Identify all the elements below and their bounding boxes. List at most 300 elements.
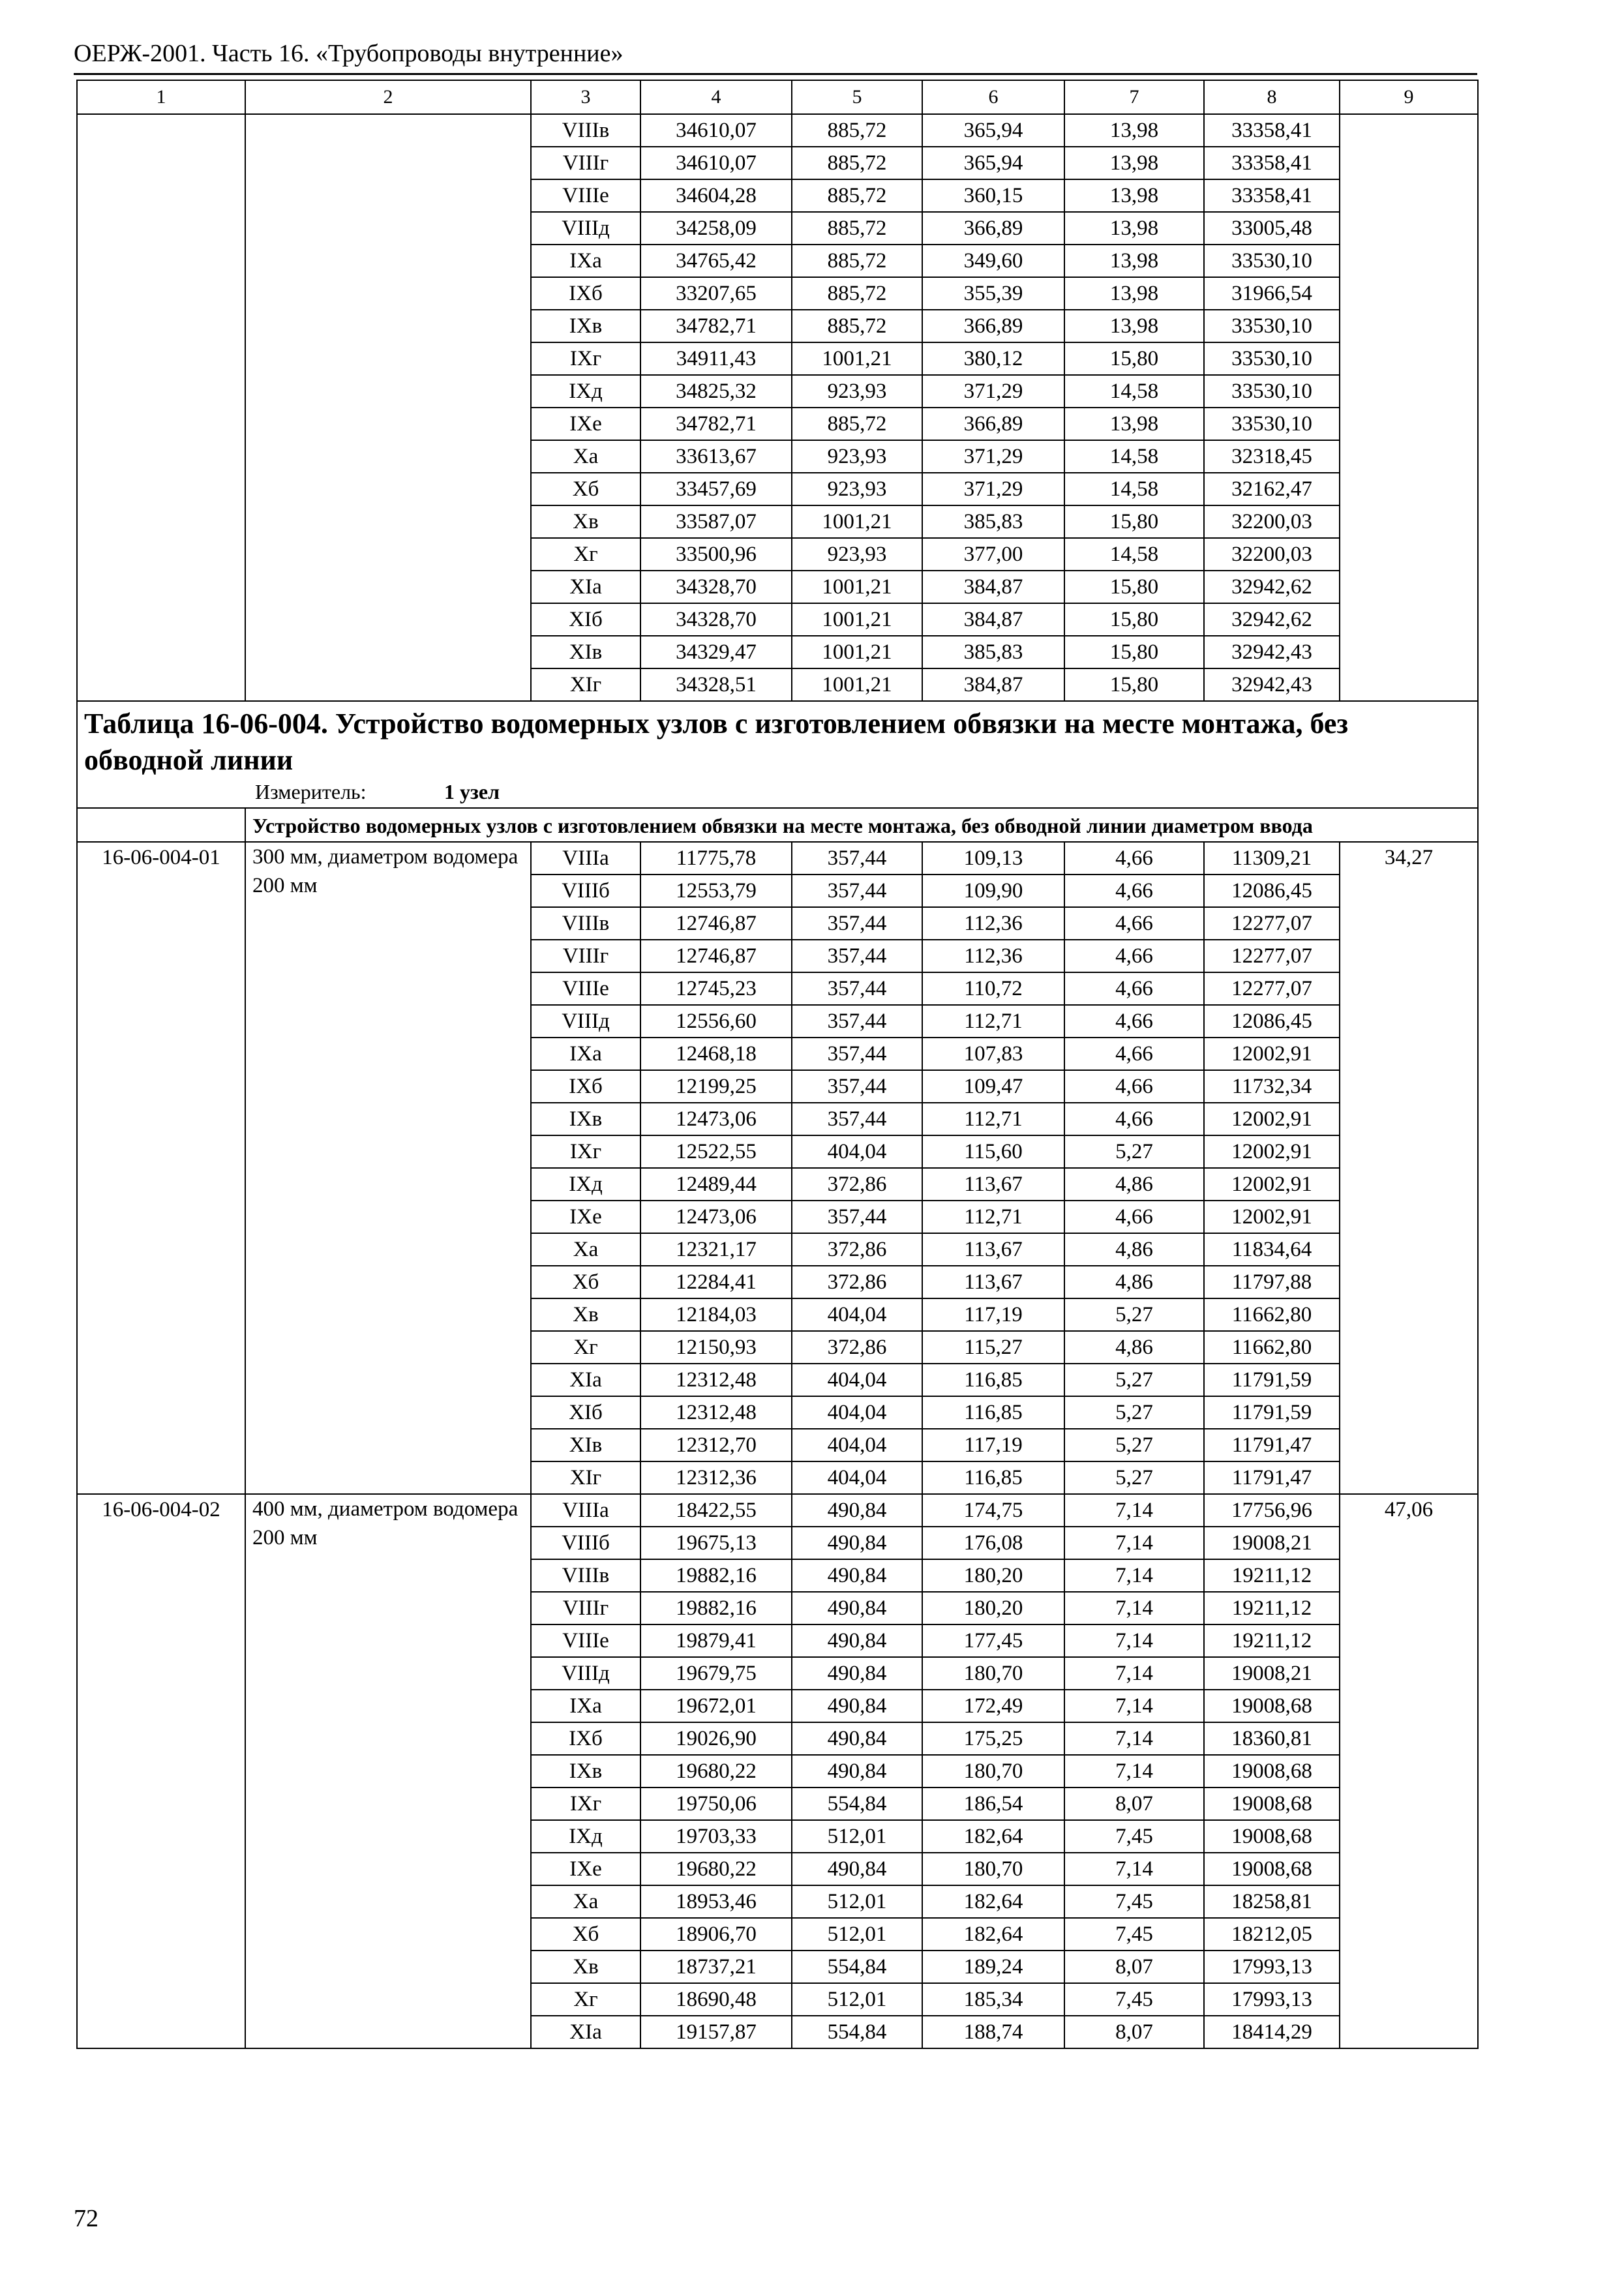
- value-cell: Xб: [531, 473, 640, 505]
- value-cell: 12277,07: [1204, 940, 1340, 972]
- value-cell: 923,93: [792, 440, 922, 473]
- value-cell: 15,80: [1064, 668, 1204, 701]
- value-cell: 357,44: [792, 875, 922, 907]
- value-cell: 12184,03: [640, 1298, 792, 1331]
- value-cell: 112,71: [922, 1005, 1064, 1038]
- value-cell: IXе: [531, 408, 640, 440]
- value-cell: 384,87: [922, 571, 1064, 603]
- value-cell: 12086,45: [1204, 875, 1340, 907]
- running-header: ОЕРЖ-2001. Часть 16. «Трубопроводы внутренние»: [74, 40, 624, 67]
- value-cell: 5,27: [1064, 1135, 1204, 1168]
- value-cell: 182,64: [922, 1820, 1064, 1853]
- value-cell: 512,01: [792, 1918, 922, 1951]
- value-cell: IXд: [531, 1168, 640, 1201]
- value-cell: 11791,59: [1204, 1396, 1340, 1429]
- value-cell: 17993,13: [1204, 1983, 1340, 2016]
- value-cell: 18414,29: [1204, 2016, 1340, 2048]
- value-cell: 180,70: [922, 1853, 1064, 1885]
- value-cell: Xа: [531, 440, 640, 473]
- value-cell: 34911,43: [640, 342, 792, 375]
- value-cell: 12473,06: [640, 1201, 792, 1233]
- value-cell: 357,44: [792, 1070, 922, 1103]
- value-cell: IXб: [531, 1070, 640, 1103]
- value-cell: 7,14: [1064, 1624, 1204, 1657]
- value-cell: VIIIг: [531, 940, 640, 972]
- value-cell: 12746,87: [640, 940, 792, 972]
- section-blank-cell: [77, 808, 245, 842]
- value-cell: 4,86: [1064, 1168, 1204, 1201]
- value-cell: 19675,13: [640, 1527, 792, 1559]
- value-cell: 512,01: [792, 1983, 922, 2016]
- value-cell: Xа: [531, 1885, 640, 1918]
- value-cell: 12468,18: [640, 1038, 792, 1070]
- column-number: 7: [1064, 80, 1204, 114]
- header-rule: [74, 73, 1477, 75]
- value-cell: 19211,12: [1204, 1559, 1340, 1592]
- value-cell: 180,70: [922, 1755, 1064, 1788]
- value-cell: 32942,62: [1204, 603, 1340, 636]
- value-cell: 115,60: [922, 1135, 1064, 1168]
- value-cell: 117,19: [922, 1429, 1064, 1461]
- value-cell: 33530,10: [1204, 245, 1340, 277]
- value-cell: 18690,48: [640, 1983, 792, 2016]
- value-cell: 372,86: [792, 1233, 922, 1266]
- value-cell: IXд: [531, 375, 640, 408]
- value-cell: 34328,70: [640, 571, 792, 603]
- value-cell: 5,27: [1064, 1429, 1204, 1461]
- section-heading-row: [77, 808, 1478, 842]
- value-cell: 176,08: [922, 1527, 1064, 1559]
- page-number: 72: [74, 2205, 98, 2232]
- value-cell: 13,98: [1064, 212, 1204, 245]
- value-cell: VIIIа: [531, 1494, 640, 1527]
- value-cell: 372,86: [792, 1266, 922, 1298]
- value-cell: 18422,55: [640, 1494, 792, 1527]
- value-cell: 33358,41: [1204, 179, 1340, 212]
- value-cell: 1001,21: [792, 668, 922, 701]
- code-cell: [77, 114, 245, 701]
- value-cell: 7,45: [1064, 1885, 1204, 1918]
- column-number: 3: [531, 80, 640, 114]
- value-cell: 33207,65: [640, 277, 792, 310]
- value-cell: 19008,21: [1204, 1527, 1340, 1559]
- value-cell: VIIIе: [531, 972, 640, 1005]
- value-cell: 34782,71: [640, 408, 792, 440]
- value-cell: 12277,07: [1204, 972, 1340, 1005]
- value-cell: 12002,91: [1204, 1038, 1340, 1070]
- value-cell: 8,07: [1064, 1788, 1204, 1820]
- value-cell: 512,01: [792, 1885, 922, 1918]
- value-cell: 189,24: [922, 1951, 1064, 1983]
- value-cell: 12553,79: [640, 875, 792, 907]
- value-cell: 13,98: [1064, 147, 1204, 179]
- value-cell: 490,84: [792, 1657, 922, 1690]
- value-cell: 554,84: [792, 1788, 922, 1820]
- value-cell: Xв: [531, 1951, 640, 1983]
- value-cell: 7,14: [1064, 1690, 1204, 1722]
- value-cell: 377,00: [922, 538, 1064, 571]
- value-cell: 11662,80: [1204, 1331, 1340, 1364]
- value-cell: 357,44: [792, 907, 922, 940]
- value-cell: 12321,17: [640, 1233, 792, 1266]
- value-cell: 107,83: [922, 1038, 1064, 1070]
- value-cell: 371,29: [922, 473, 1064, 505]
- value-cell: 33358,41: [1204, 147, 1340, 179]
- value-cell: 4,66: [1064, 907, 1204, 940]
- value-cell: IXб: [531, 1722, 640, 1755]
- value-cell: 31966,54: [1204, 277, 1340, 310]
- column-number: 2: [245, 80, 531, 114]
- value-cell: 4,66: [1064, 972, 1204, 1005]
- value-cell: VIIIв: [531, 1559, 640, 1592]
- value-cell: 11732,34: [1204, 1070, 1340, 1103]
- value-cell: 116,85: [922, 1364, 1064, 1396]
- value-cell: 19008,68: [1204, 1755, 1340, 1788]
- value-cell: 34782,71: [640, 310, 792, 342]
- value-cell: 885,72: [792, 408, 922, 440]
- table-title: Таблица 16-06-004. Устройство водомерных узлов с изготовлением обвязки на месте монтажа, без обводной линии: [84, 708, 1349, 776]
- value-cell: 385,83: [922, 505, 1064, 538]
- table-row: [77, 1494, 1478, 1527]
- value-cell: 885,72: [792, 277, 922, 310]
- value-cell: 15,80: [1064, 603, 1204, 636]
- value-cell: 371,29: [922, 440, 1064, 473]
- value-cell: 885,72: [792, 147, 922, 179]
- value-cell: 12277,07: [1204, 907, 1340, 940]
- value-cell: IXг: [531, 1788, 640, 1820]
- value-cell: 4,66: [1064, 875, 1204, 907]
- value-cell: 109,90: [922, 875, 1064, 907]
- meter-line: [84, 779, 1471, 805]
- value-cell: XIа: [531, 571, 640, 603]
- value-cell: 172,49: [922, 1690, 1064, 1722]
- value-cell: 34604,28: [640, 179, 792, 212]
- value-cell: Xа: [531, 1233, 640, 1266]
- value-cell: 12199,25: [640, 1070, 792, 1103]
- value-cell: 357,44: [792, 940, 922, 972]
- value-cell: 32200,03: [1204, 538, 1340, 571]
- value-cell: 490,84: [792, 1853, 922, 1885]
- value-cell: IXв: [531, 1755, 640, 1788]
- value-cell: 384,87: [922, 668, 1064, 701]
- value-cell: 19008,68: [1204, 1788, 1340, 1820]
- value-cell: Xв: [531, 1298, 640, 1331]
- value-cell: 357,44: [792, 1005, 922, 1038]
- value-cell: 174,75: [922, 1494, 1064, 1527]
- value-cell: 34825,32: [640, 375, 792, 408]
- value-cell: 7,14: [1064, 1559, 1204, 1592]
- value-cell: 33500,96: [640, 538, 792, 571]
- value-cell: 112,71: [922, 1201, 1064, 1233]
- value-cell: 109,47: [922, 1070, 1064, 1103]
- value-cell: 5,27: [1064, 1396, 1204, 1429]
- value-cell: 554,84: [792, 1951, 922, 1983]
- value-cell: 113,67: [922, 1168, 1064, 1201]
- value-cell: 11662,80: [1204, 1298, 1340, 1331]
- value-cell: 13,98: [1064, 114, 1204, 147]
- value-cell: 186,54: [922, 1788, 1064, 1820]
- value-cell: 4,66: [1064, 1005, 1204, 1038]
- value-cell: 19882,16: [640, 1559, 792, 1592]
- value-cell: 4,86: [1064, 1331, 1204, 1364]
- value-cell: Xг: [531, 538, 640, 571]
- value-cell: 19008,68: [1204, 1820, 1340, 1853]
- value-cell: 34610,07: [640, 147, 792, 179]
- value-cell: 34610,07: [640, 114, 792, 147]
- value-cell: 116,85: [922, 1396, 1064, 1429]
- value-cell: 32162,47: [1204, 473, 1340, 505]
- value-cell: 349,60: [922, 245, 1064, 277]
- value-cell: 12002,91: [1204, 1103, 1340, 1135]
- value-cell: IXе: [531, 1853, 640, 1885]
- value-cell: 15,80: [1064, 342, 1204, 375]
- value-cell: 5,27: [1064, 1461, 1204, 1494]
- value-cell: 14,58: [1064, 473, 1204, 505]
- value-cell: 18906,70: [640, 1918, 792, 1951]
- value-cell: 490,84: [792, 1527, 922, 1559]
- item-code: 16-06-004-02: [77, 1494, 245, 2048]
- value-cell: 13,98: [1064, 179, 1204, 212]
- value-cell: 113,67: [922, 1233, 1064, 1266]
- value-cell: 885,72: [792, 245, 922, 277]
- value-cell: 14,58: [1064, 538, 1204, 571]
- value-cell: 13,98: [1064, 408, 1204, 440]
- value-cell: 1001,21: [792, 571, 922, 603]
- value-cell: 512,01: [792, 1820, 922, 1853]
- name-cell: [245, 114, 531, 701]
- value-cell: IXб: [531, 277, 640, 310]
- value-cell: 19680,22: [640, 1755, 792, 1788]
- value-cell: 180,70: [922, 1657, 1064, 1690]
- value-cell: 32318,45: [1204, 440, 1340, 473]
- value-cell: 366,89: [922, 310, 1064, 342]
- table-title-cell: [77, 701, 1478, 808]
- value-cell: IXа: [531, 1690, 640, 1722]
- value-cell: 13,98: [1064, 310, 1204, 342]
- value-cell: 7,14: [1064, 1494, 1204, 1527]
- value-cell: 12522,55: [640, 1135, 792, 1168]
- value-cell: 19211,12: [1204, 1592, 1340, 1624]
- value-cell: 11309,21: [1204, 842, 1340, 875]
- value-cell: 112,36: [922, 907, 1064, 940]
- value-cell: IXв: [531, 1103, 640, 1135]
- value-cell: IXг: [531, 1135, 640, 1168]
- value-cell: 11834,64: [1204, 1233, 1340, 1266]
- value-cell: Xв: [531, 505, 640, 538]
- value-cell: 33005,48: [1204, 212, 1340, 245]
- value-cell: 17993,13: [1204, 1951, 1340, 1983]
- value-cell: 19008,68: [1204, 1690, 1340, 1722]
- value-cell: XIг: [531, 668, 640, 701]
- column-number: 4: [640, 80, 792, 114]
- value-cell: 371,29: [922, 375, 1064, 408]
- value-cell: 180,20: [922, 1592, 1064, 1624]
- value-cell: 357,44: [792, 1103, 922, 1135]
- value-cell: 19679,75: [640, 1657, 792, 1690]
- value-cell: 404,04: [792, 1364, 922, 1396]
- value-cell: 7,14: [1064, 1657, 1204, 1690]
- value-cell: IXа: [531, 245, 640, 277]
- value-cell: 490,84: [792, 1755, 922, 1788]
- value-cell: 115,27: [922, 1331, 1064, 1364]
- value-cell: 19703,33: [640, 1820, 792, 1853]
- value-cell: 33587,07: [640, 505, 792, 538]
- value-cell: 11791,47: [1204, 1429, 1340, 1461]
- value-cell: 175,25: [922, 1722, 1064, 1755]
- value-cell: 12150,93: [640, 1331, 792, 1364]
- value-cell: 185,34: [922, 1983, 1064, 2016]
- value-cell: 490,84: [792, 1624, 922, 1657]
- column-number: 5: [792, 80, 922, 114]
- value-cell: XIв: [531, 1429, 640, 1461]
- value-cell: 11791,59: [1204, 1364, 1340, 1396]
- value-cell: 365,94: [922, 147, 1064, 179]
- value-cell: 19882,16: [640, 1592, 792, 1624]
- value-cell: XIб: [531, 1396, 640, 1429]
- value-cell: 5,27: [1064, 1298, 1204, 1331]
- value-cell: 923,93: [792, 473, 922, 505]
- section-heading: Устройство водомерных узлов с изготовлением обвязки на месте монтажа, без обводной линии диаметром ввода: [245, 808, 1478, 842]
- value-cell: VIIIе: [531, 179, 640, 212]
- value-cell: 112,71: [922, 1103, 1064, 1135]
- value-cell: IXд: [531, 1820, 640, 1853]
- value-cell: 7,45: [1064, 1820, 1204, 1853]
- value-cell: 19157,87: [640, 2016, 792, 2048]
- value-cell: 182,64: [922, 1918, 1064, 1951]
- value-cell: 32942,62: [1204, 571, 1340, 603]
- value-cell: 12556,60: [640, 1005, 792, 1038]
- value-cell: 33457,69: [640, 473, 792, 505]
- value-cell: 1001,21: [792, 603, 922, 636]
- value-cell: VIIIа: [531, 842, 640, 875]
- value-cell: Xг: [531, 1983, 640, 2016]
- value-cell: 32942,43: [1204, 636, 1340, 668]
- value-cell: Xб: [531, 1266, 640, 1298]
- value-cell: 19008,21: [1204, 1657, 1340, 1690]
- value-cell: 12746,87: [640, 907, 792, 940]
- value-cell: 19026,90: [640, 1722, 792, 1755]
- value-cell: VIIIв: [531, 114, 640, 147]
- value-cell: 554,84: [792, 2016, 922, 2048]
- value-cell: 1001,21: [792, 342, 922, 375]
- value-cell: 12312,36: [640, 1461, 792, 1494]
- value-cell: 19680,22: [640, 1853, 792, 1885]
- column-number: 9: [1340, 80, 1478, 114]
- value-cell: 404,04: [792, 1461, 922, 1494]
- value-cell: 12002,91: [1204, 1168, 1340, 1201]
- value-cell: 32200,03: [1204, 505, 1340, 538]
- value-cell: 110,72: [922, 972, 1064, 1005]
- value-cell: 33530,10: [1204, 408, 1340, 440]
- value-cell: IXа: [531, 1038, 640, 1070]
- value-cell: 4,86: [1064, 1233, 1204, 1266]
- value-cell: 33530,10: [1204, 342, 1340, 375]
- value-cell: IXе: [531, 1201, 640, 1233]
- value-cell: 19672,01: [640, 1690, 792, 1722]
- value-cell: 7,45: [1064, 1918, 1204, 1951]
- value-cell: VIIIг: [531, 147, 640, 179]
- value-cell: Xг: [531, 1331, 640, 1364]
- value-cell: 1001,21: [792, 636, 922, 668]
- value-cell: 12745,23: [640, 972, 792, 1005]
- column-number: 6: [922, 80, 1064, 114]
- value-cell: VIIIд: [531, 212, 640, 245]
- value-cell: 18258,81: [1204, 1885, 1340, 1918]
- value-cell: 12489,44: [640, 1168, 792, 1201]
- value-cell: IXв: [531, 310, 640, 342]
- value-cell: 33530,10: [1204, 375, 1340, 408]
- value-cell: 490,84: [792, 1690, 922, 1722]
- column-number: 8: [1204, 80, 1340, 114]
- value-cell: 188,74: [922, 2016, 1064, 2048]
- value-cell: 11797,88: [1204, 1266, 1340, 1298]
- value-cell: XIг: [531, 1461, 640, 1494]
- value-cell: 12312,48: [640, 1364, 792, 1396]
- value-cell: 490,84: [792, 1559, 922, 1592]
- value-cell: 365,94: [922, 114, 1064, 147]
- item-name: 400 мм, диаметром водомера 200 мм: [245, 1494, 531, 2048]
- value-cell: VIIIд: [531, 1005, 640, 1038]
- value-cell: 404,04: [792, 1429, 922, 1461]
- meter-value: 1 узел: [444, 780, 500, 803]
- value-cell: 404,04: [792, 1135, 922, 1168]
- value-cell: 4,66: [1064, 940, 1204, 972]
- value-cell: 380,12: [922, 342, 1064, 375]
- value-cell: 19211,12: [1204, 1624, 1340, 1657]
- value-cell: 4,66: [1064, 842, 1204, 875]
- value-cell: 112,36: [922, 940, 1064, 972]
- value-cell: 109,13: [922, 842, 1064, 875]
- value-cell: XIа: [531, 1364, 640, 1396]
- value-cell: 177,45: [922, 1624, 1064, 1657]
- item-code: 16-06-004-01: [77, 842, 245, 1494]
- value-cell: 19008,68: [1204, 1853, 1340, 1885]
- value-cell: 7,14: [1064, 1722, 1204, 1755]
- value-cell: 11775,78: [640, 842, 792, 875]
- item-labor: 47,06: [1340, 1494, 1478, 2048]
- value-cell: 13,98: [1064, 277, 1204, 310]
- value-cell: 923,93: [792, 375, 922, 408]
- value-cell: 366,89: [922, 212, 1064, 245]
- value-cell: VIIIб: [531, 1527, 640, 1559]
- value-cell: 7,14: [1064, 1527, 1204, 1559]
- value-cell: 11791,47: [1204, 1461, 1340, 1494]
- value-cell: 12086,45: [1204, 1005, 1340, 1038]
- value-cell: 8,07: [1064, 2016, 1204, 2048]
- value-cell: 15,80: [1064, 636, 1204, 668]
- value-cell: 360,15: [922, 179, 1064, 212]
- value-cell: 12002,91: [1204, 1201, 1340, 1233]
- value-cell: 33530,10: [1204, 310, 1340, 342]
- table-row: [77, 114, 1478, 147]
- value-cell: 18212,05: [1204, 1918, 1340, 1951]
- value-cell: 180,20: [922, 1559, 1064, 1592]
- value-cell: 4,86: [1064, 1266, 1204, 1298]
- value-cell: 5,27: [1064, 1364, 1204, 1396]
- value-cell: 18953,46: [640, 1885, 792, 1918]
- item-name: 300 мм, диаметром водомера 200 мм: [245, 842, 531, 1494]
- value-cell: 18737,21: [640, 1951, 792, 1983]
- value-cell: 4,66: [1064, 1103, 1204, 1135]
- value-cell: 18360,81: [1204, 1722, 1340, 1755]
- value-cell: 885,72: [792, 114, 922, 147]
- value-cell: 357,44: [792, 1038, 922, 1070]
- value-cell: 7,14: [1064, 1853, 1204, 1885]
- value-cell: 885,72: [792, 179, 922, 212]
- value-cell: 490,84: [792, 1494, 922, 1527]
- value-cell: VIIIв: [531, 907, 640, 940]
- value-cell: 4,66: [1064, 1201, 1204, 1233]
